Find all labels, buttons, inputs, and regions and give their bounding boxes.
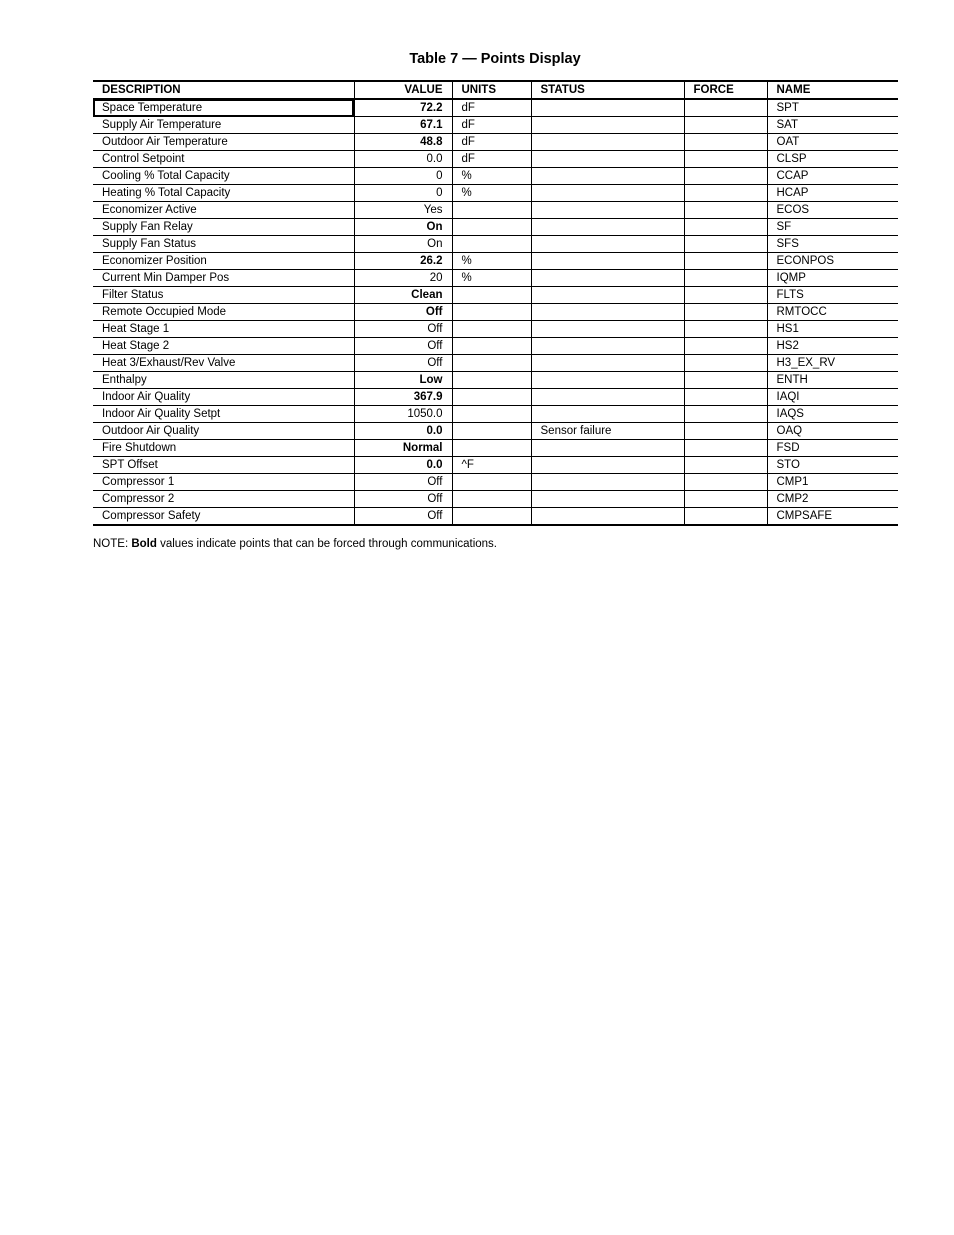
- cell-force[interactable]: [684, 168, 767, 185]
- cell-status: [531, 321, 684, 338]
- cell-force[interactable]: [684, 287, 767, 304]
- cell-units: [452, 389, 531, 406]
- table-row[interactable]: [93, 355, 898, 372]
- cell-status: Sensor failure: [531, 423, 684, 440]
- cell-status: [531, 338, 684, 355]
- cell-value: Off: [354, 491, 452, 508]
- cell-force[interactable]: [684, 423, 767, 440]
- cell-force[interactable]: [684, 321, 767, 338]
- cell-units: dF: [452, 151, 531, 168]
- cell-description: Heat 3/Exhaust/Rev Valve: [93, 355, 354, 372]
- cell-value: Off: [354, 355, 452, 372]
- table-row[interactable]: [93, 474, 898, 491]
- cell-units: [452, 338, 531, 355]
- cell-name: FLTS: [767, 287, 898, 304]
- cell-units: dF: [452, 117, 531, 134]
- cell-value: 0.0: [354, 151, 452, 168]
- table-row[interactable]: [93, 304, 898, 321]
- cell-units: dF: [452, 99, 531, 117]
- cell-status: [531, 236, 684, 253]
- table-row[interactable]: [93, 457, 898, 474]
- cell-status: [531, 457, 684, 474]
- cell-status: [531, 185, 684, 202]
- cell-description: Heat Stage 2: [93, 338, 354, 355]
- cell-name: ENTH: [767, 372, 898, 389]
- cell-value: On: [354, 236, 452, 253]
- cell-value: 67.1: [354, 117, 452, 134]
- cell-name: CMP2: [767, 491, 898, 508]
- cell-description: Control Setpoint: [93, 151, 354, 168]
- cell-units: [452, 372, 531, 389]
- cell-force[interactable]: [684, 491, 767, 508]
- cell-name: RMTOCC: [767, 304, 898, 321]
- cell-value: 48.8: [354, 134, 452, 151]
- cell-units: [452, 202, 531, 219]
- cell-name: ECONPOS: [767, 253, 898, 270]
- cell-units: %: [452, 270, 531, 287]
- table-row[interactable]: [93, 151, 898, 168]
- note-bold-word: Bold: [131, 538, 157, 550]
- column-header-value: VALUE: [354, 81, 452, 99]
- cell-status: [531, 202, 684, 219]
- cell-description: Remote Occupied Mode: [93, 304, 354, 321]
- cell-force[interactable]: [684, 457, 767, 474]
- cell-name: CCAP: [767, 168, 898, 185]
- cell-value: Off: [354, 508, 452, 526]
- cell-units: [452, 236, 531, 253]
- cell-status: [531, 134, 684, 151]
- cell-name: CMPSAFE: [767, 508, 898, 526]
- cell-name: ECOS: [767, 202, 898, 219]
- cell-units: %: [452, 168, 531, 185]
- cell-force[interactable]: [684, 219, 767, 236]
- cell-name: SAT: [767, 117, 898, 134]
- cell-force[interactable]: [684, 355, 767, 372]
- cell-status: [531, 491, 684, 508]
- cell-name: SPT: [767, 99, 898, 117]
- cell-description: Supply Air Temperature: [93, 117, 354, 134]
- table-row[interactable]: [93, 185, 898, 202]
- cell-units: ^F: [452, 457, 531, 474]
- cell-force[interactable]: [684, 474, 767, 491]
- cell-value: Off: [354, 321, 452, 338]
- cell-description: Heating % Total Capacity: [93, 185, 354, 202]
- cell-status: [531, 406, 684, 423]
- cell-force[interactable]: [684, 440, 767, 457]
- table-row[interactable]: [93, 168, 898, 185]
- cell-force[interactable]: [684, 151, 767, 168]
- cell-units: [452, 355, 531, 372]
- cell-description: Space Temperature: [93, 99, 354, 117]
- cell-description: Supply Fan Status: [93, 236, 354, 253]
- cell-description: Compressor 2: [93, 491, 354, 508]
- table-row[interactable]: [93, 423, 898, 440]
- cell-description: Heat Stage 1: [93, 321, 354, 338]
- cell-units: [452, 406, 531, 423]
- table-row[interactable]: [93, 99, 898, 117]
- cell-force[interactable]: [684, 338, 767, 355]
- cell-description: SPT Offset: [93, 457, 354, 474]
- cell-description: Fire Shutdown: [93, 440, 354, 457]
- cell-name: SFS: [767, 236, 898, 253]
- cell-name: CLSP: [767, 151, 898, 168]
- cell-status: [531, 99, 684, 117]
- cell-description: Outdoor Air Quality: [93, 423, 354, 440]
- cell-force[interactable]: [684, 304, 767, 321]
- cell-value: 367.9: [354, 389, 452, 406]
- cell-value: 1050.0: [354, 406, 452, 423]
- cell-description: Compressor 1: [93, 474, 354, 491]
- cell-value: Off: [354, 338, 452, 355]
- cell-description: Filter Status: [93, 287, 354, 304]
- table-row[interactable]: [93, 270, 898, 287]
- table-header-row: [93, 81, 898, 99]
- column-header-status: STATUS: [531, 81, 684, 99]
- cell-units: [452, 287, 531, 304]
- cell-units: [452, 508, 531, 526]
- cell-status: [531, 372, 684, 389]
- table-row[interactable]: [93, 253, 898, 270]
- cell-name: IAQI: [767, 389, 898, 406]
- cell-status: [531, 287, 684, 304]
- table-row[interactable]: [93, 406, 898, 423]
- cell-force[interactable]: [684, 253, 767, 270]
- cell-force[interactable]: [684, 270, 767, 287]
- cell-units: %: [452, 253, 531, 270]
- cell-value: On: [354, 219, 452, 236]
- cell-value: 72.2: [354, 99, 452, 117]
- cell-value: Off: [354, 304, 452, 321]
- cell-value: Normal: [354, 440, 452, 457]
- cell-value: 0: [354, 185, 452, 202]
- table-row[interactable]: [93, 338, 898, 355]
- cell-name: HCAP: [767, 185, 898, 202]
- table-row[interactable]: [93, 389, 898, 406]
- cell-description: Enthalpy: [93, 372, 354, 389]
- cell-status: [531, 304, 684, 321]
- cell-name: CMP1: [767, 474, 898, 491]
- cell-units: [452, 423, 531, 440]
- cell-status: [531, 355, 684, 372]
- cell-value: 0.0: [354, 457, 452, 474]
- cell-description: Indoor Air Quality Setpt: [93, 406, 354, 423]
- table-title: Table 7 — Points Display: [409, 51, 581, 67]
- cell-name: H3_EX_RV: [767, 355, 898, 372]
- cell-value: 26.2: [354, 253, 452, 270]
- table-row[interactable]: [93, 508, 898, 526]
- cell-force[interactable]: [684, 185, 767, 202]
- cell-description: Compressor Safety: [93, 508, 354, 526]
- cell-value: 0: [354, 168, 452, 185]
- cell-status: [531, 389, 684, 406]
- cell-status: [531, 270, 684, 287]
- column-header-description: DESCRIPTION: [93, 81, 354, 99]
- table-row[interactable]: [93, 440, 898, 457]
- cell-name: HS1: [767, 321, 898, 338]
- cell-status: [531, 253, 684, 270]
- cell-description: Current Min Damper Pos: [93, 270, 354, 287]
- cell-description: Indoor Air Quality: [93, 389, 354, 406]
- cell-name: OAQ: [767, 423, 898, 440]
- cell-units: [452, 304, 531, 321]
- cell-name: HS2: [767, 338, 898, 355]
- cell-units: [452, 321, 531, 338]
- cell-status: [531, 474, 684, 491]
- cell-name: IQMP: [767, 270, 898, 287]
- table-row[interactable]: [93, 321, 898, 338]
- cell-description: Economizer Active: [93, 202, 354, 219]
- cell-force[interactable]: [684, 236, 767, 253]
- cell-value: Yes: [354, 202, 452, 219]
- column-header-force: FORCE: [684, 81, 767, 99]
- cell-status: [531, 508, 684, 526]
- cell-units: %: [452, 185, 531, 202]
- table-row[interactable]: [93, 372, 898, 389]
- cell-description: Supply Fan Relay: [93, 219, 354, 236]
- table-row[interactable]: [93, 134, 898, 151]
- cell-name: IAQS: [767, 406, 898, 423]
- cell-units: [452, 491, 531, 508]
- note-prefix: NOTE:: [93, 538, 129, 550]
- cell-name: STO: [767, 457, 898, 474]
- cell-name: FSD: [767, 440, 898, 457]
- cell-units: [452, 474, 531, 491]
- cell-description: Economizer Position: [93, 253, 354, 270]
- cell-status: [531, 440, 684, 457]
- cell-status: [531, 151, 684, 168]
- cell-value: 20: [354, 270, 452, 287]
- table-row[interactable]: [93, 491, 898, 508]
- column-header-units: UNITS: [452, 81, 531, 99]
- cell-force[interactable]: [684, 508, 767, 526]
- cell-force[interactable]: [684, 372, 767, 389]
- cell-force[interactable]: [684, 99, 767, 117]
- cell-force[interactable]: [684, 134, 767, 151]
- note-text: values indicate points that can be forced through communications.: [160, 538, 498, 550]
- cell-value: Low: [354, 372, 452, 389]
- cell-force[interactable]: [684, 202, 767, 219]
- cell-description: Outdoor Air Temperature: [93, 134, 354, 151]
- cell-value: 0.0: [354, 423, 452, 440]
- cell-force[interactable]: [684, 117, 767, 134]
- points-display-table: [93, 80, 898, 526]
- cell-name: OAT: [767, 134, 898, 151]
- cell-value: Clean: [354, 287, 452, 304]
- table-row[interactable]: [93, 219, 898, 236]
- cell-status: [531, 168, 684, 185]
- table-row[interactable]: [93, 117, 898, 134]
- cell-force[interactable]: [684, 406, 767, 423]
- cell-status: [531, 117, 684, 134]
- cell-name: SF: [767, 219, 898, 236]
- table-row[interactable]: [93, 202, 898, 219]
- cell-units: dF: [452, 134, 531, 151]
- cell-force[interactable]: [684, 389, 767, 406]
- cell-units: [452, 219, 531, 236]
- cell-units: [452, 440, 531, 457]
- cell-value: Off: [354, 474, 452, 491]
- cell-status: [531, 219, 684, 236]
- column-header-name: NAME: [767, 81, 898, 99]
- table-row[interactable]: [93, 236, 898, 253]
- footnote: [93, 538, 497, 550]
- table-row[interactable]: [93, 287, 898, 304]
- cell-description: Cooling % Total Capacity: [93, 168, 354, 185]
